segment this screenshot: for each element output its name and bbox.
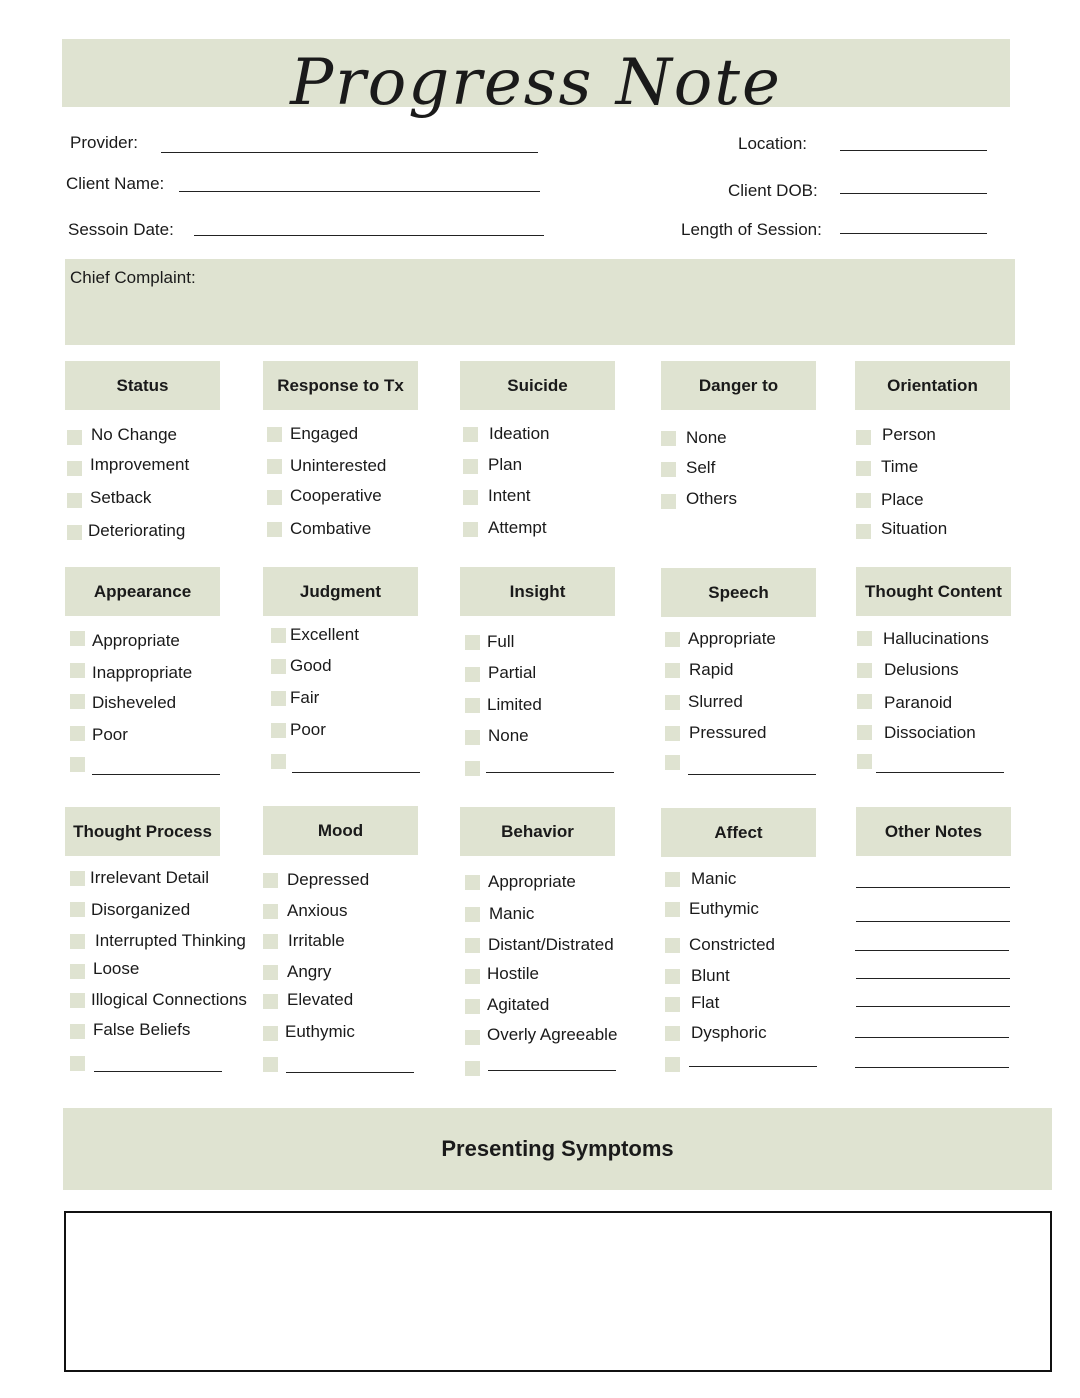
insight-checkbox[interactable] (465, 635, 480, 650)
other-notes-line[interactable] (856, 921, 1010, 922)
affect-checkbox[interactable] (665, 902, 680, 917)
client-dob-field[interactable] (840, 193, 987, 194)
speech-checkbox[interactable] (665, 632, 680, 647)
behavior-checkbox[interactable] (465, 969, 480, 984)
mood-header: Mood (263, 806, 418, 855)
appearance-header: Appearance (65, 567, 220, 616)
insight-other-field[interactable] (486, 772, 614, 773)
chief-complaint-area[interactable] (65, 259, 1015, 345)
other-notes-line[interactable] (855, 1067, 1009, 1068)
length-of-session-field[interactable] (840, 233, 987, 234)
suicide-option: Ideation (489, 424, 550, 443)
provider-label: Provider: (70, 133, 139, 152)
judgment-header: Judgment (263, 567, 418, 616)
session-date-label: Sessoin Date: (68, 220, 174, 239)
thought-content-header: Thought Content (856, 567, 1011, 616)
status-option: Improvement (90, 455, 190, 474)
appearance-checkbox[interactable] (70, 631, 85, 646)
thought-content-other-field[interactable] (876, 772, 1004, 773)
mood-checkbox[interactable] (263, 904, 278, 919)
speech-checkbox[interactable] (665, 695, 680, 710)
speech-option: Rapid (689, 660, 734, 679)
judgment-checkbox[interactable] (271, 723, 286, 738)
affect-option: Flat (691, 993, 720, 1012)
behavior-header: Behavior (460, 807, 615, 856)
response-to-tx-checkbox[interactable] (267, 459, 282, 474)
status-checkbox[interactable] (67, 461, 82, 476)
suicide-option: Attempt (488, 518, 547, 537)
suicide-checkbox[interactable] (463, 427, 478, 442)
orientation-checkbox[interactable] (856, 524, 871, 539)
danger-to-checkbox[interactable] (661, 431, 676, 446)
session-date-field[interactable] (194, 235, 544, 236)
judgment-other-field[interactable] (292, 772, 420, 773)
affect-option: Euthymic (689, 899, 759, 918)
response-to-tx-option: Engaged (290, 424, 359, 443)
mood-checkbox[interactable] (263, 994, 278, 1009)
judgment-checkbox[interactable] (271, 628, 286, 643)
affect-checkbox[interactable] (665, 997, 680, 1012)
thought-content-checkbox[interactable] (857, 663, 872, 678)
behavior-checkbox[interactable] (465, 999, 480, 1014)
insight-option: Full (487, 632, 515, 651)
thought-process-option: Disorganized (91, 900, 191, 919)
behavior-checkbox[interactable] (465, 1061, 480, 1076)
response-to-tx-option: Combative (290, 519, 372, 538)
thought-process-other-field[interactable] (94, 1071, 222, 1072)
behavior-option: Manic (489, 904, 535, 923)
judgment-option: Good (290, 656, 332, 675)
orientation-checkbox[interactable] (856, 493, 871, 508)
mood-checkbox[interactable] (263, 1026, 278, 1041)
affect-option: Constricted (689, 935, 775, 954)
chief-complaint-label: Chief Complaint: (70, 268, 196, 287)
thought-process-checkbox[interactable] (70, 902, 85, 917)
insight-checkbox[interactable] (465, 667, 480, 682)
thought-content-checkbox[interactable] (857, 694, 872, 709)
client-name-field[interactable] (179, 191, 540, 192)
judgment-option: Fair (290, 688, 320, 707)
mood-checkbox[interactable] (263, 934, 278, 949)
status-checkbox[interactable] (67, 525, 82, 540)
appearance-checkbox[interactable] (70, 726, 85, 741)
title-band (62, 39, 1010, 120)
thought-process-header: Thought Process (65, 807, 220, 856)
thought-process-checkbox[interactable] (70, 964, 85, 979)
appearance-other-field[interactable] (92, 774, 220, 775)
speech-checkbox[interactable] (665, 726, 680, 741)
status-checkbox[interactable] (67, 493, 82, 508)
behavior-option: Hostile (487, 964, 539, 983)
insight-option: Limited (487, 695, 542, 714)
response-to-tx-option: Uninterested (290, 456, 387, 475)
mood-checkbox[interactable] (263, 1057, 278, 1072)
danger-to-header: Danger to (661, 361, 816, 410)
orientation-header: Orientation (855, 361, 1010, 410)
thought-content-checkbox[interactable] (857, 631, 872, 646)
status-header: Status (65, 361, 220, 410)
suicide-option: Plan (488, 455, 523, 474)
client-name-label: Client Name: (66, 174, 165, 193)
other-notes-line[interactable] (855, 1037, 1009, 1038)
mood-option: Angry (287, 962, 332, 981)
judgment-option: Poor (290, 720, 326, 739)
other-notes-header: Other Notes (856, 807, 1011, 856)
speech-option: Slurred (688, 692, 743, 711)
orientation-option: Time (881, 457, 919, 476)
suicide-checkbox[interactable] (463, 490, 478, 505)
insight-option: Partial (488, 663, 537, 682)
thought-content-option: Paranoid (884, 693, 953, 712)
thought-process-checkbox[interactable] (70, 934, 85, 949)
thought-content-option: Dissociation (884, 723, 976, 742)
location-field[interactable] (840, 150, 987, 151)
response-to-tx-checkbox[interactable] (267, 522, 282, 537)
response-to-tx-header: Response to Tx (263, 361, 418, 410)
affect-header: Affect (661, 808, 816, 857)
affect-option: Blunt (691, 966, 730, 985)
behavior-checkbox[interactable] (465, 907, 480, 922)
danger-to-option: None (686, 428, 727, 447)
orientation-checkbox[interactable] (856, 430, 871, 445)
judgment-checkbox[interactable] (271, 691, 286, 706)
thought-content-checkbox[interactable] (857, 725, 872, 740)
thought-process-checkbox[interactable] (70, 993, 85, 1008)
affect-checkbox[interactable] (665, 1026, 680, 1041)
other-notes-line[interactable] (856, 978, 1010, 979)
behavior-checkbox[interactable] (465, 875, 480, 890)
suicide-checkbox[interactable] (463, 522, 478, 537)
insight-checkbox[interactable] (465, 761, 480, 776)
mood-option: Depressed (287, 870, 370, 889)
mood-checkbox[interactable] (263, 873, 278, 888)
speech-option: Appropriate (688, 629, 776, 648)
appearance-checkbox[interactable] (70, 663, 85, 678)
affect-option: Manic (691, 869, 737, 888)
speech-checkbox[interactable] (665, 663, 680, 678)
location-label: Location: (738, 134, 807, 153)
speech-option: Pressured (689, 723, 767, 742)
presenting-symptoms-title: Presenting Symptoms (441, 1136, 674, 1161)
appearance-option: Disheveled (92, 693, 177, 712)
speech-header: Speech (661, 568, 816, 617)
affect-checkbox[interactable] (665, 938, 680, 953)
affect-other-field[interactable] (689, 1066, 817, 1067)
response-to-tx-checkbox[interactable] (267, 490, 282, 505)
orientation-option: Situation (881, 519, 948, 538)
mood-other-field[interactable] (286, 1072, 414, 1073)
thought-process-option: Loose (93, 959, 140, 978)
other-notes-line[interactable] (856, 887, 1010, 888)
page-title: Progress Note (290, 46, 782, 120)
danger-to-checkbox[interactable] (661, 494, 676, 509)
provider-field[interactable] (161, 152, 538, 153)
status-option: No Change (91, 425, 178, 444)
length-of-session-label: Length of Session: (681, 220, 822, 239)
other-notes-line[interactable] (856, 1006, 1010, 1007)
mood-option: Anxious (287, 901, 348, 920)
mood-option: Elevated (287, 990, 354, 1009)
orientation-checkbox[interactable] (856, 461, 871, 476)
affect-checkbox[interactable] (665, 1057, 680, 1072)
thought-process-checkbox[interactable] (70, 871, 85, 886)
appearance-option: Appropriate (92, 631, 180, 650)
status-option: Setback (90, 488, 152, 507)
affect-checkbox[interactable] (665, 969, 680, 984)
insight-header: Insight (460, 567, 615, 616)
behavior-checkbox[interactable] (465, 938, 480, 953)
appearance-checkbox[interactable] (70, 757, 85, 772)
danger-to-option: Others (686, 489, 738, 508)
presenting-symptoms-box[interactable] (64, 1211, 1052, 1372)
appearance-option: Inappropriate (92, 663, 193, 682)
judgment-option: Excellent (290, 625, 359, 644)
status-checkbox[interactable] (67, 430, 82, 445)
thought-content-option: Hallucinations (883, 629, 989, 648)
thought-content-checkbox[interactable] (857, 754, 872, 769)
suicide-header: Suicide (460, 361, 615, 410)
thought-process-checkbox[interactable] (70, 1024, 85, 1039)
affect-option: Dysphoric (691, 1023, 767, 1042)
thought-process-checkbox[interactable] (70, 1056, 85, 1071)
judgment-checkbox[interactable] (271, 659, 286, 674)
orientation-option: Place (881, 490, 924, 509)
behavior-option: Appropriate (488, 872, 576, 891)
thought-process-option: Illogical Connections (91, 990, 247, 1009)
other-notes-line[interactable] (855, 950, 1009, 951)
insight-checkbox[interactable] (465, 730, 480, 745)
response-to-tx-checkbox[interactable] (267, 427, 282, 442)
behavior-other-field[interactable] (488, 1070, 616, 1071)
suicide-option: Intent (488, 486, 531, 505)
thought-process-option: Interrupted Thinking (95, 931, 246, 950)
insight-checkbox[interactable] (465, 698, 480, 713)
insight-option: None (488, 726, 529, 745)
danger-to-option: Self (686, 458, 716, 477)
danger-to-checkbox[interactable] (661, 462, 676, 477)
client-dob-label: Client DOB: (728, 181, 818, 200)
suicide-checkbox[interactable] (463, 459, 478, 474)
orientation-option: Person (882, 425, 936, 444)
speech-checkbox[interactable] (665, 755, 680, 770)
presenting-symptoms-header (63, 1108, 1052, 1190)
response-to-tx-option: Cooperative (290, 486, 382, 505)
appearance-checkbox[interactable] (70, 694, 85, 709)
status-option: Deteriorating (88, 521, 186, 540)
mood-checkbox[interactable] (263, 965, 278, 980)
mood-option: Irritable (288, 931, 345, 950)
speech-other-field[interactable] (688, 774, 816, 775)
thought-process-option: False Beliefs (93, 1020, 191, 1039)
appearance-option: Poor (92, 725, 128, 744)
thought-process-option: Irrelevant Detail (90, 868, 210, 887)
thought-content-option: Delusions (884, 660, 959, 679)
mood-option: Euthymic (285, 1022, 355, 1041)
judgment-checkbox[interactable] (271, 754, 286, 769)
behavior-option: Overly Agreeable (487, 1025, 618, 1044)
affect-checkbox[interactable] (665, 872, 680, 887)
behavior-option: Distant/Distrated (488, 935, 614, 954)
behavior-option: Agitated (487, 995, 550, 1014)
behavior-checkbox[interactable] (465, 1030, 480, 1045)
